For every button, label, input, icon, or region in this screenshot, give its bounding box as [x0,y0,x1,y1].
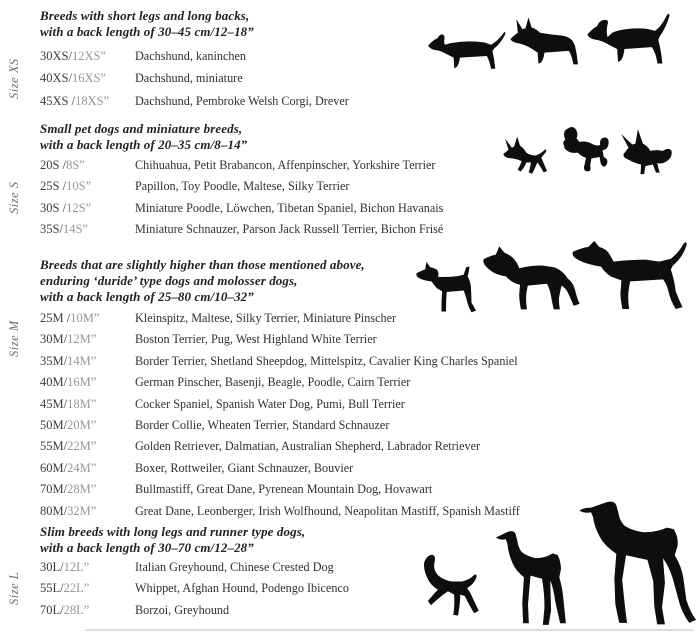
breed-list: German Pinscher, Basenji, Beagle, Poodle, Cairn Terrier [135,375,411,390]
breed-list: Border Terrier, Shetland Sheepdog, Mittelspitz, Cavalier King Charles Spaniel [135,353,518,368]
size-code [40,461,135,476]
size-code [40,94,135,109]
breed-list: Chihuahua, Petit Brabancon, Affenpinscher, Yorkshire Terrier [135,158,436,172]
size-m-rows [40,311,520,525]
size-code-inches: 10M” [70,311,100,325]
size-row [40,94,470,116]
size-code-inches: 22M” [67,439,97,454]
size-s-rows [40,158,470,244]
size-code [40,332,135,347]
size-code-inches: 18XS” [75,93,110,108]
size-row [40,603,470,624]
size-row [40,222,470,243]
poodle-icon [560,121,612,178]
size-code-metric: 55L/ [40,581,64,596]
size-row [40,418,470,439]
heading-line: Breeds that are slightly higher than those mentioned above, [40,257,365,272]
size-row [40,461,470,482]
size-code [40,560,135,575]
size-code-metric: 80M/ [40,503,68,518]
heading-line: with a back length of 30–70 cm/12–28” [40,540,254,555]
size-row [40,49,470,71]
size-code [40,179,135,194]
size-code-metric: 70L/ [40,602,64,617]
size-code-inches: 28L” [63,602,90,617]
size-code-metric: 20S / [40,158,67,172]
size-code-inches: 12M” [67,332,97,347]
size-m-label: Size M [7,320,21,358]
size-code-metric: 25S / [40,179,67,194]
section-size-s [0,121,470,244]
breed-list: Whippet, Afghan Hound, Podengo Ibicenco [135,581,349,596]
size-code-inches: 32M” [67,503,97,518]
size-code-inches: 12L” [63,560,90,574]
breed-list: Boxer, Rottweiler, Giant Schnauzer, Bouvier [135,460,354,475]
size-code-inches: 18M” [67,396,97,411]
size-code-metric: 40M/ [40,375,68,390]
size-code-metric: 45XS / [40,93,76,108]
size-code-metric: 25M / [40,311,71,325]
heading-line: Slim breeds with long legs and runner type dogs, [40,524,306,539]
size-code-inches: 8S” [66,158,85,172]
size-code-inches: 14M” [67,353,97,368]
size-code [40,71,135,86]
size-code-inches: 12S” [66,200,92,215]
greyhound-icon [558,500,698,629]
size-code-metric: 45M/ [40,396,68,411]
size-code [40,504,135,519]
breed-list: Great Dane, Leonberger, Irish Wolfhound, Neapolitan Mastiff, Spanish Mastiff [135,503,520,518]
size-code-metric: 30M/ [40,332,68,347]
breed-list: Borzoi, Greyhound [135,602,230,617]
breed-list: Italian Greyhound, Chinese Crested Dog [135,560,334,574]
italian-greyhound-icon [414,549,488,627]
size-code-metric: 50M/ [40,417,68,432]
size-code-inches: 14S” [62,222,88,237]
size-l-label: Size L [7,571,21,605]
size-s-label: Size S [7,181,21,215]
heading-line: enduring ‘duride’ type dogs and molosser dogs, [40,273,298,288]
breed-list: Kleinspitz, Maltese, Silky Terrier, Miniature Pinscher [135,311,397,325]
heading-line: Small pet dogs and miniature breeds, [40,121,243,136]
size-code-inches: 12XS” [71,49,106,63]
breed-list: Golden Retriever, Dalmatian, Australian Shepherd, Labrador Retriever [135,439,481,454]
size-row [40,560,470,581]
size-code [40,603,135,618]
heading-line: with a back length of 30–45 cm/12–18” [40,24,254,39]
size-l-rows [40,560,470,624]
corgi-icon [508,12,584,68]
size-row [40,439,481,460]
size-code [40,222,135,237]
size-code-metric: 30L/ [40,560,64,574]
size-row [40,332,470,353]
schnauzer-icon [414,256,478,313]
heading-line: Breeds with short legs and long backs, [40,8,250,23]
size-xs-rows [40,49,470,116]
size-code [40,201,135,216]
basset-hound-icon [585,9,680,69]
size-row [40,158,470,179]
size-row [40,311,470,332]
size-row [40,201,470,222]
size-row [40,503,520,525]
size-code [40,375,135,390]
golden-retriever-icon [570,234,698,313]
size-code-inches: 20M” [67,417,97,432]
size-code [40,418,135,433]
breed-list: Miniature Poodle, Löwchen, Tibetan Spaniel, Bichon Havanais [135,200,444,215]
size-row [40,179,470,200]
size-code-inches: 22L” [63,581,90,596]
size-code-metric: 70M/ [40,482,68,497]
size-code [40,158,135,173]
breed-list: Boston Terrier, Pug, West Highland White Terrier [135,332,377,347]
breed-list: Cocker Spaniel, Spanish Water Dog, Pumi, Bull Terrier [135,396,405,411]
size-code [40,482,135,497]
section-size-m [0,257,520,525]
bottom-divider [85,629,693,631]
dachshund-icon [426,24,508,72]
size-code-metric: 40XS/ [40,71,72,86]
size-code [40,439,135,454]
size-code [40,311,135,326]
size-code-inches: 16M” [67,375,97,390]
size-code [40,354,135,369]
size-code-metric: 55M/ [40,439,68,454]
size-code-metric: 30S / [40,200,67,215]
breed-list: Border Collie, Wheaten Terrier, Standard Schnauzer [135,417,390,432]
size-row [40,71,470,93]
size-code-metric: 30XS/ [40,49,72,63]
size-row [40,397,470,418]
size-row [40,482,470,503]
chihuahua-icon [501,133,554,178]
size-code [40,397,135,412]
size-code-metric: 35M/ [40,353,68,368]
size-code-inches: 28M” [67,482,97,497]
section-m-heading [40,257,470,305]
size-row [40,353,518,375]
section-l-heading [40,524,470,556]
breed-list: Bullmastiff, Great Dane, Pyrenean Mountain Dog, Hovawart [135,482,433,497]
size-row [40,375,470,396]
heading-line: with a back length of 20–35 cm/8–14” [40,137,248,152]
size-code-metric: 60M/ [40,460,68,475]
breed-list: Miniature Schnauzer, Parson Jack Russell Terrier, Bichon Frisé [135,222,444,237]
size-code [40,581,135,596]
size-code-inches: 10S” [66,179,92,194]
size-code [40,49,135,64]
section-size-xs [0,8,470,116]
section-xs-heading [40,8,470,40]
size-code-inches: 24M” [67,460,97,475]
section-size-l [0,524,470,624]
heading-line: with a back length of 25–80 cm/10–32” [40,289,254,304]
size-xs-label: Size XS [7,58,21,100]
size-row [40,581,470,602]
breed-list: Dachshund, Pembroke Welsh Corgi, Drever [135,93,349,108]
papillon-icon [618,126,674,179]
breed-list: Dachshund, kaninchen [135,49,247,63]
breed-list: Dachshund, miniature [135,71,243,86]
size-code-inches: 16XS” [71,71,106,86]
collie-icon [482,240,584,313]
breed-list: Papillon, Toy Poodle, Maltese, Silky Terrier [135,179,350,194]
size-code-metric: 35S/ [40,222,63,237]
section-s-heading [40,121,470,153]
